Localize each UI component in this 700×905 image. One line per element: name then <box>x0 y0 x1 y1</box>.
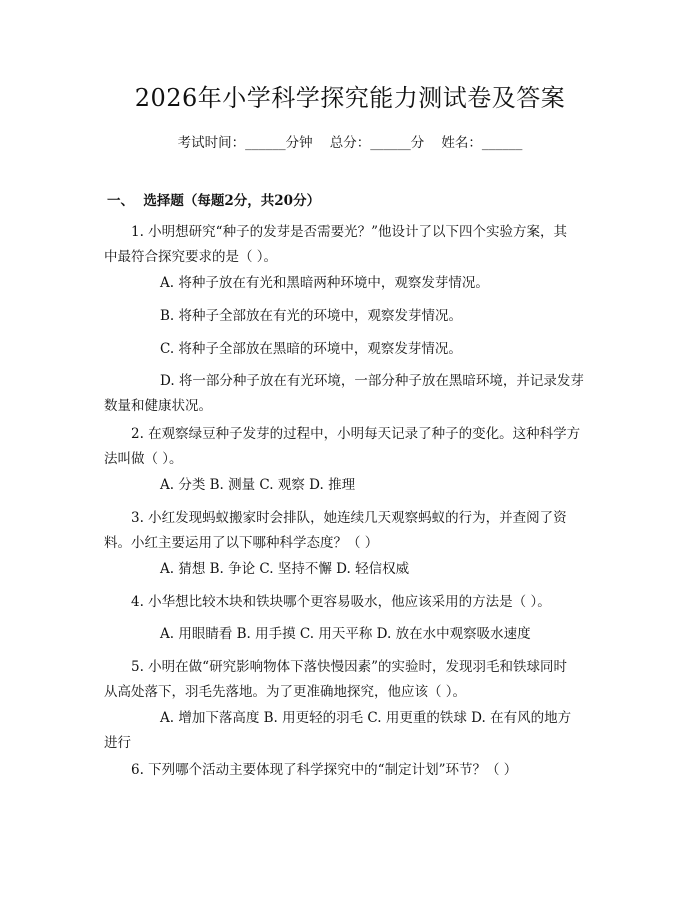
option-text: D. 将一部分种子放在有光环境，一部分种子放在黑暗环境，并记录发芽 <box>160 373 584 389</box>
question-text: 4. 小华想比较木块和铁块哪个更容易吸水，他应该采用的方法是（ ）。 <box>131 594 551 610</box>
section-heading: 一、 选择题（每题2分，共20分） <box>107 193 321 209</box>
question-4 <box>104 590 608 615</box>
page-title: 2026年小学科学探究能力测试卷及答案 <box>134 84 566 112</box>
question-2 <box>104 422 608 472</box>
question-4-options: A. 用眼睛看 B. 用手摸 C. 用天平称 D. 放在水中观察吸水速度 <box>160 626 531 642</box>
question-5 <box>104 655 608 705</box>
question-text: 1. 小明想研究“种子的发芽是否需要光？”他设计了以下四个实验方案，其 <box>131 224 567 240</box>
question-2-options: A. 分类 B. 测量 C. 观察 D. 推理 <box>160 477 356 493</box>
question-text: 2. 在观察绿豆种子发芽的过程中，小明每天记录了种子的变化。这种科学方 <box>131 426 581 442</box>
option-text: A. 增加下落高度 B. 用更轻的羽毛 C. 用更重的铁球 D. 在有风的地方 <box>160 710 572 726</box>
question-3 <box>104 506 608 556</box>
option-a: A. 将种子放在有光和黑暗两种环境中，观察发芽情况。 <box>160 275 489 291</box>
question-text: 料。小红主要运用了以下哪种科学态度？（ ） <box>104 535 379 551</box>
question-3-options: A. 猜想 B. 争论 C. 坚持不懈 D. 轻信权威 <box>160 561 410 577</box>
question-text: 从高处落下，羽毛先落地。为了更准确地探究，他应该（ ）。 <box>104 684 467 700</box>
option-text: 进行 <box>104 735 131 751</box>
question-5-options <box>104 706 608 756</box>
question-text: 3. 小红发现蚂蚁搬家时会排队，她连续几天观察蚂蚁的行为，并查阅了资 <box>131 510 567 526</box>
option-b: B. 将种子全部放在有光的环境中，观察发芽情况。 <box>160 308 463 324</box>
option-text: 数量和健康状况。 <box>104 398 212 414</box>
option-c: C. 将种子全部放在黑暗的环境中，观察发芽情况。 <box>160 341 462 357</box>
question-text: 中最符合探究要求的是（ ）。 <box>104 249 278 265</box>
question-text: 5. 小明在做“研究影响物体下落快慢因素”的实验时，发现羽毛和铁球同时 <box>131 659 567 675</box>
question-6 <box>104 758 608 783</box>
question-text: 6. 下列哪个活动主要体现了科学探究中的“制定计划”环节？（ ） <box>131 762 518 778</box>
question-1 <box>104 220 608 270</box>
question-text: 法叫做（ ）。 <box>104 451 183 467</box>
option-d <box>104 369 608 419</box>
exam-info-line: 考试时间：______分钟 总分：______分 姓名：______ <box>177 135 523 151</box>
